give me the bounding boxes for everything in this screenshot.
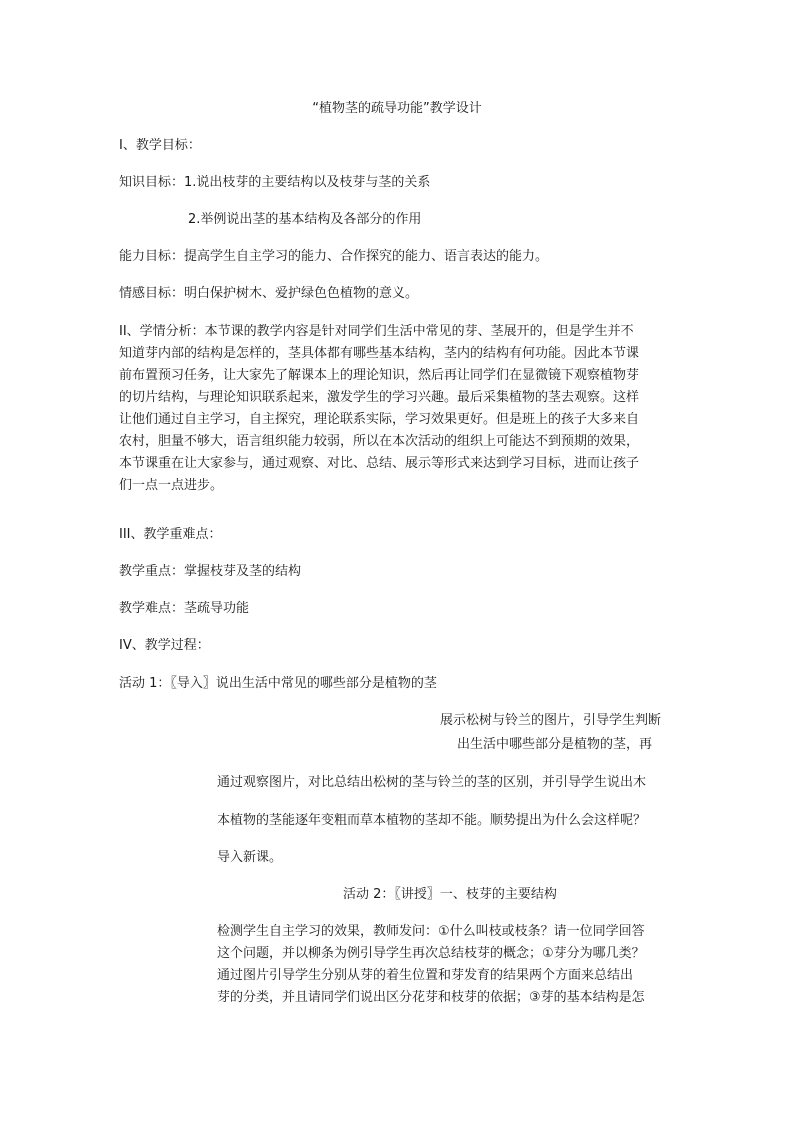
section-heading-key-points: III、教学重难点： [119,527,222,542]
paragraph-line: 本节课重在让大家参与，通过观察、对比、总结、展示等形式来达到学习目标，进而让孩子 [119,456,640,471]
activity-2-paragraph [217,921,683,1009]
paragraph-line: 芽的分类，并且请同学们说出区分花芽和枝芽的依据；③芽的基本结构是怎 [217,990,645,1005]
activity-1-right-text-1: 展示松树与铃兰的图片，引导学生判断 [440,713,662,728]
paragraph-line: II、学情分析：本节课的教学内容是针对同学们生活中常见的芽、茎展开的，但是学生并不 [119,324,634,339]
paragraph-line: 这个问题，并以柳条为例引导学生再次总结枝芽的概念；①芽分为哪几类？ [217,946,645,961]
paragraph-line: 们一点一点进步。 [119,478,224,493]
section-heading-process: IV、教学过程： [119,638,210,653]
key-point: 教学重点：掌握枝芽及茎的结构 [119,564,302,579]
paragraph-line: 前布置预习任务，让大家先了解课本上的理论知识，然后再让同学们在显微镜下观察植物芽 [119,368,640,383]
situation-analysis-paragraph [119,321,679,497]
paragraph-line: 检测学生自主学习的效果，教师发问：①什么叫枝或枝条？请一位同学回答 [217,924,645,939]
knowledge-objective-1: 知识目标：1.说出枝芽的主要结构以及枝芽与茎的关系 [119,175,431,190]
paragraph-line: 让他们通过自主学习，自主探究，理论联系实际，学习效果更好。但是班上的孩子大多来自 [119,412,640,427]
document-title: “植物茎的疏导功能”教学设计 [312,101,482,116]
paragraph-line: 农村，胆量不够大，语言组织能力较弱，所以在本次活动的组织上可能达不到预期的效果， [119,434,640,449]
activity-1-paragraph-1: 通过观察图片，对比总结出松树的茎与铃兰的茎的区别，并引导学生说出木 [217,775,647,790]
difficult-point: 教学难点：茎疏导功能 [119,601,250,616]
activity-1-paragraph-2: 本植物的茎能逐年变粗而草本植物的茎却不能。顺势提出为什么会这样呢？ [217,813,647,828]
activity-1-paragraph-3: 导入新课。 [217,850,283,865]
paragraph-line: 知道芽内部的结构是怎样的，茎具体都有哪些基本结构，茎内的结构有何功能。因此本节课 [119,346,640,361]
paragraph-line: 的切片结构，与理论知识联系起来，激发学生的学习兴趣。最后采集植物的茎去观察。这样 [119,390,640,405]
knowledge-objective-2: 2.举例说出茎的基本结构及各部分的作用 [188,212,422,227]
activity-1-right-text-2: 出生活中哪些部分是植物的茎，再 [457,737,653,752]
section-heading-objectives: I、教学目标： [119,138,201,153]
ability-objective: 能力目标：提高学生自主学习的能力、合作探究的能力、语言表达的能力。 [119,249,549,264]
activity-1-title: 活动 1：〖导入〗说出生活中常见的哪些部分是植物的茎 [119,676,437,691]
emotion-objective: 情感目标：明白保护树木、爱护绿色色植物的意义。 [119,286,419,301]
paragraph-line: 通过图片引导学生分别从芽的着生位置和芽发育的结果两个方面来总结出 [217,968,634,983]
activity-2-title: 活动 2：〖讲授〗一、枝芽的主要结构 [343,887,557,902]
